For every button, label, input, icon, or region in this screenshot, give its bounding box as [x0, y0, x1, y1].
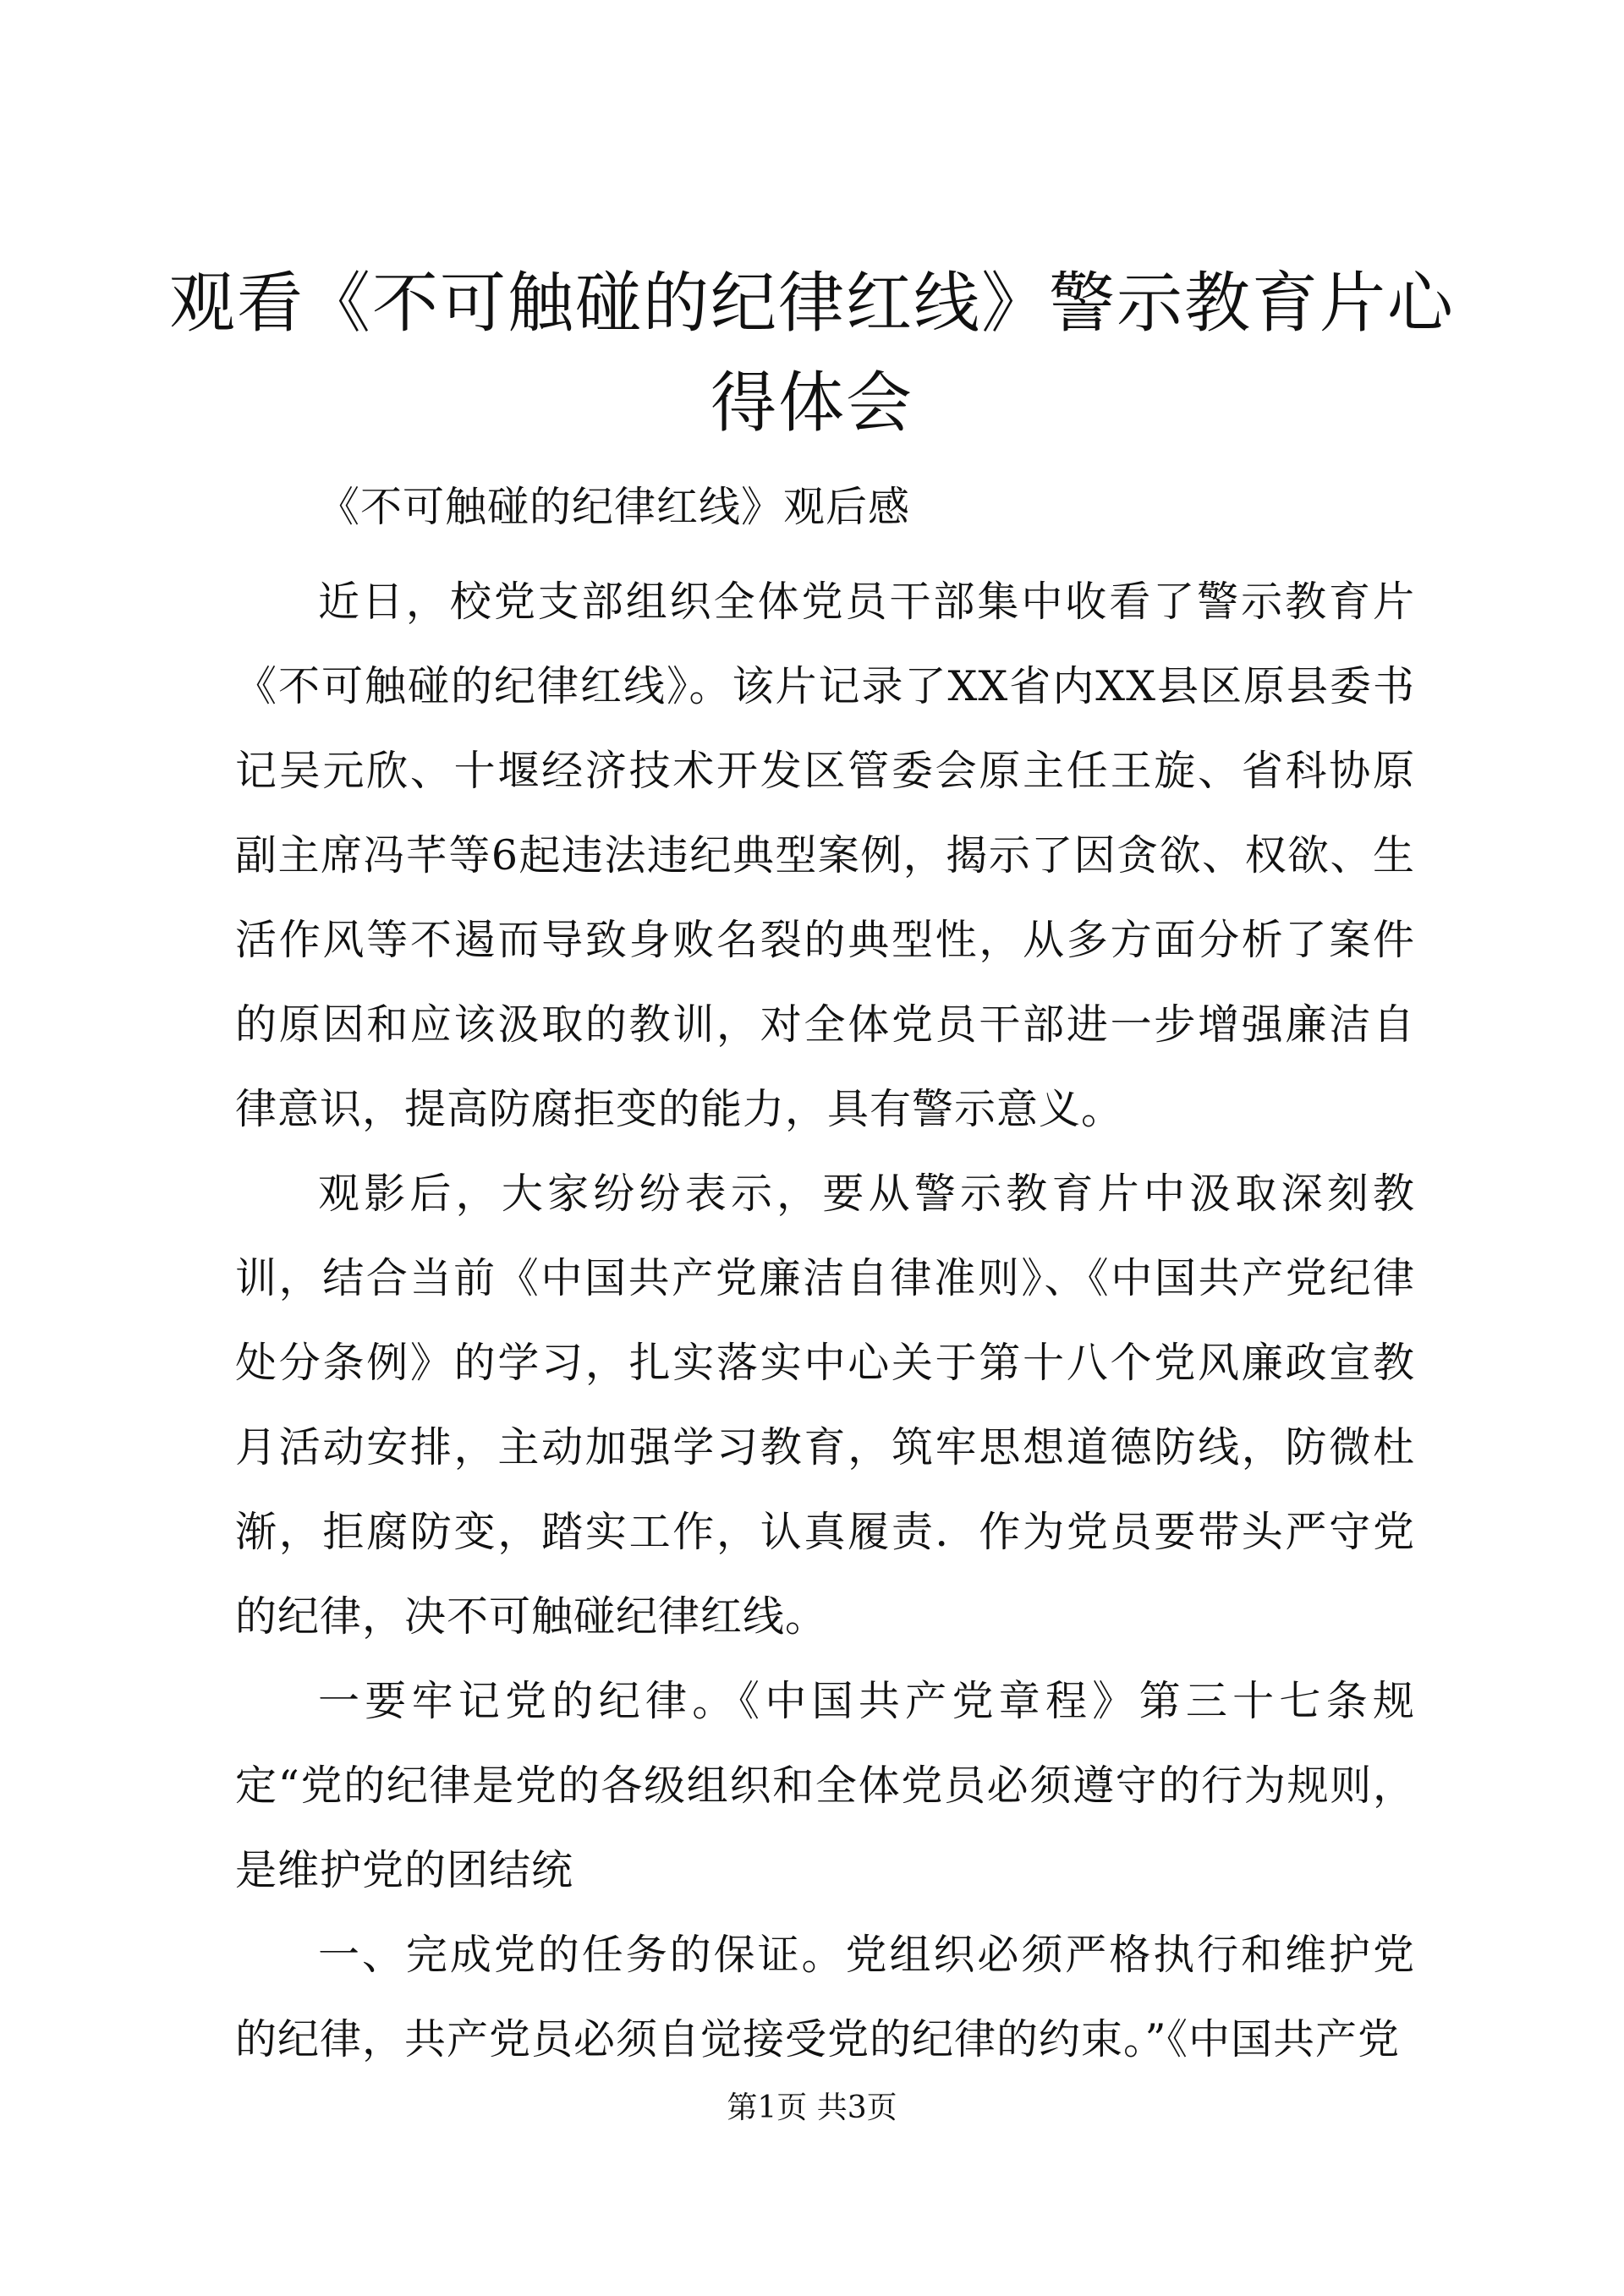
paragraph-2: 观影后，大家纷纷表示，要从警示教育片中汲取深刻教训，结合当前《中国共产党廉洁自律准则》、《中国共产党纪律处分条例》的学习，扎实落实中心关于第十八个党风廉政宣教月活动安排，主动加强学习教育，筑牢思想道德防线，防微杜渐，拒腐防变，踏实工作，认真履责．作为党员要带头严守党的纪律，决不可触碰纪律红线。 [235, 1170, 1415, 1641]
page-number: 第1页 共3页 [727, 2091, 897, 2125]
page-title: 观看《不可触碰的纪律红线》警示教育片心得体会 [168, 266, 1455, 441]
paragraph-3: 一要牢记党的纪律。《中国共产党章程》第三十七条规定“党的纪律是党的各级组织和全体党员必须遵守的行为规则，是维护党的团结统 [235, 1677, 1415, 1894]
paragraph-1: 近日，校党支部组织全体党员干部集中收看了警示教育片《不可触碰的纪律红线》。该片记录了XX省内XX县区原县委书记吴元欣、十堰经济技术开发区管委会原主任王旋、省科协原副主席冯芊等6起违法违纪典型案例，揭示了因贪欲、权欲、生活作风等不遏而导致身败名裂的典型性，从多方面分析了案件的原因和应该汲取的教训，对全体党员干部进一步增强廉洁自律意识，提高防腐拒变的能力，具有警示意义。 [235, 578, 1415, 1133]
document-body [235, 465, 1415, 2082]
document-subtitle: 《不可触碰的纪律红线》观后感 [318, 483, 911, 531]
paragraph-4: 一、完成党的任务的保证。党组织必须严格执行和维护党的纪律，共产党员必须自觉接受党的纪律的约束。”《中国共产党 [235, 1931, 1415, 2063]
page-footer [0, 2087, 1624, 2129]
